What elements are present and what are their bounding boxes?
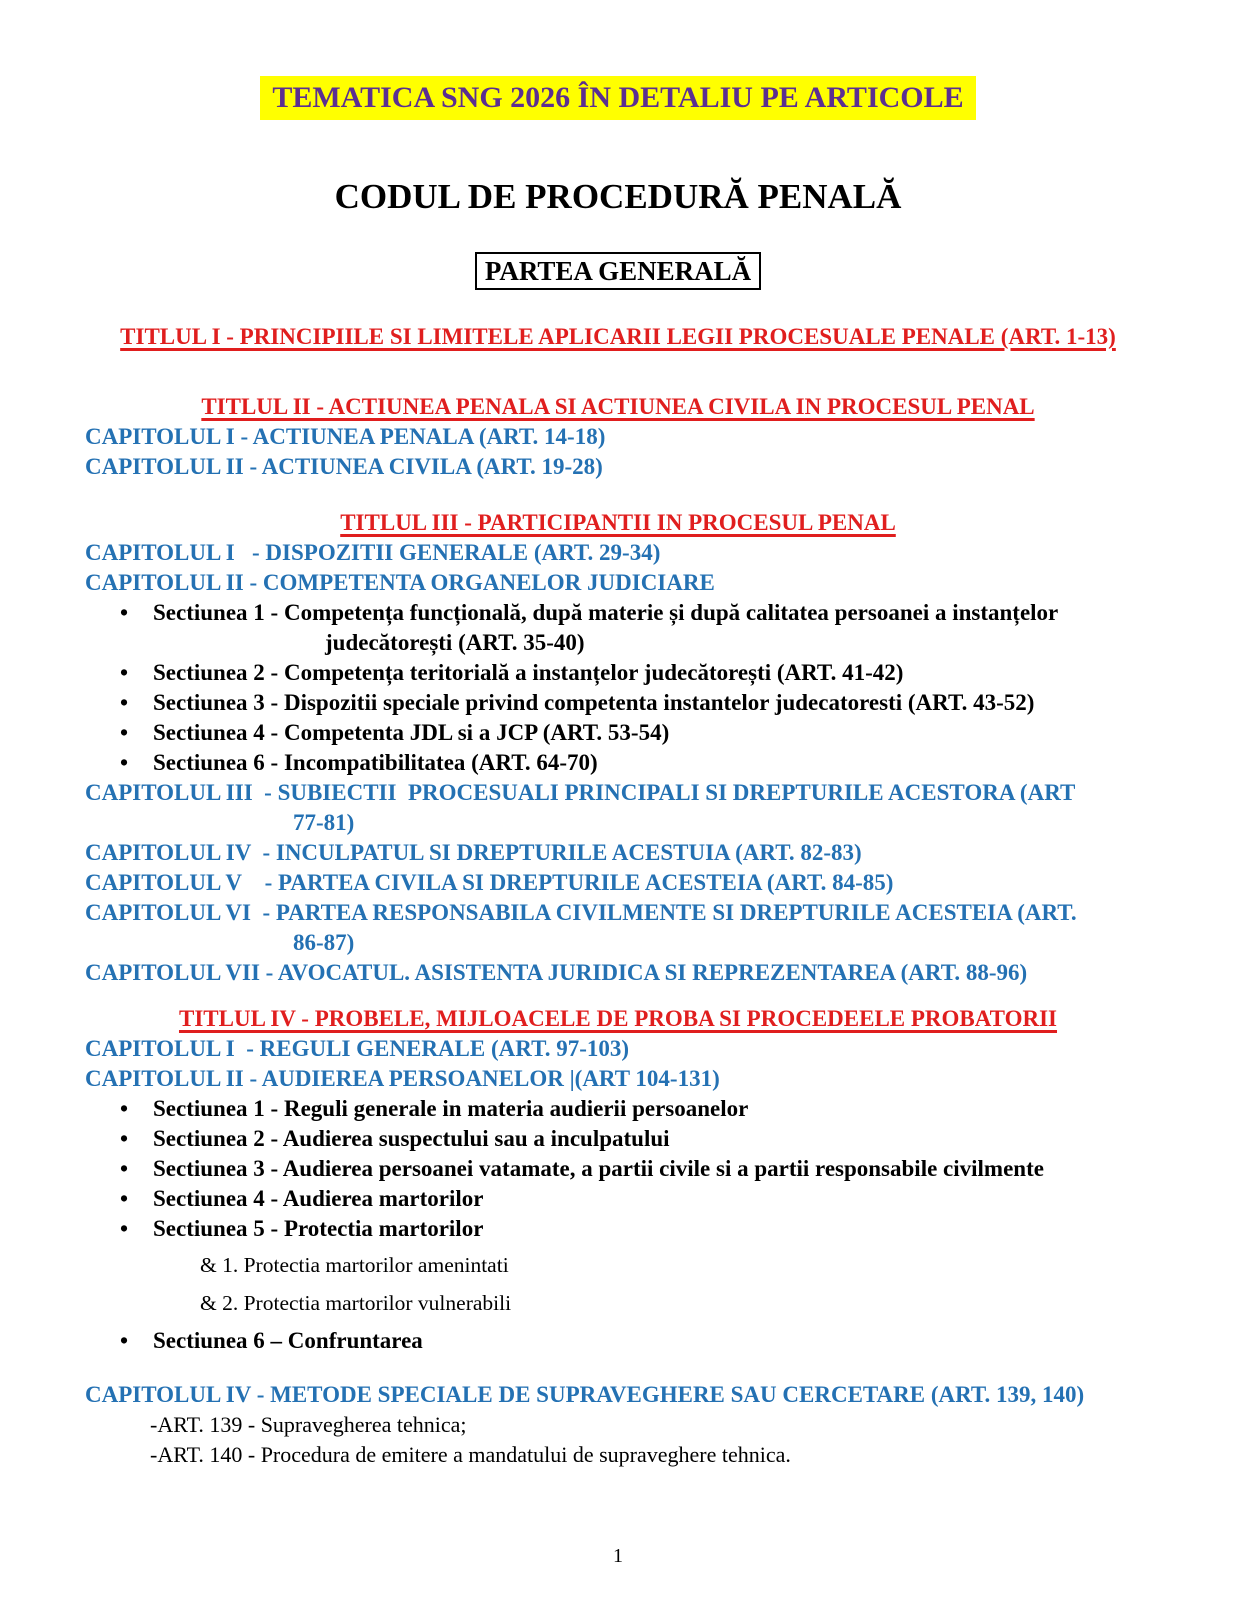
chapter-line: CAPITOLUL III - SUBIECTII PROCESUALI PRINCIPALI SI DREPTURILE ACESTORA (ART (85, 780, 1076, 806)
bullet-icon: • (120, 750, 129, 776)
title-heading-text: TITLUL II - ACTIUNEA PENALA SI ACTIUNEA CIVILA IN PROCESUL PENAL (201, 394, 1035, 420)
bullet-icon: • (120, 600, 129, 626)
title-heading (85, 508, 1151, 538)
section-bullet (85, 718, 1151, 748)
chapter-wrap-line: 86-87) (293, 930, 355, 956)
chapter-wrap-line: 77-81) (293, 810, 355, 836)
section-text: Sectiunea 3 - Audierea persoanei vatamate, a partii civile si a partii responsabile civilmente (153, 1156, 1044, 1182)
section-bullet (85, 748, 1151, 778)
chapter-line: CAPITOLUL I - DISPOZITII GENERALE (ART. 29-34) (85, 540, 661, 566)
article-line: -ART. 140 - Procedura de emitere a mandatului de supraveghere tehnica. (150, 1442, 791, 1468)
bullet-icon: • (120, 1328, 129, 1354)
chapter-line: CAPITOLUL IV - INCULPATUL SI DREPTURILE ACESTUIA (ART. 82-83) (85, 840, 862, 866)
bullet-icon: • (120, 1126, 129, 1152)
bullet-icon: • (120, 1156, 129, 1182)
banner-row (85, 0, 1151, 120)
bullet-icon: • (120, 1216, 129, 1242)
chapter-line: CAPITOLUL IV - METODE SPECIALE DE SUPRAVEGHERE SAU CERCETARE (ART. 139, 140) (85, 1382, 1085, 1408)
chapter-line: CAPITOLUL II - AUDIEREA PERSOANELOR |(ART 104-131) (85, 1066, 720, 1092)
title-heading-text: TITLUL III - PARTICIPANTII IN PROCESUL PENAL (340, 510, 896, 536)
document-title: CODUL DE PROCEDURĂ PENALĂ (334, 176, 902, 216)
title-heading (85, 392, 1151, 422)
chapter-line: CAPITOLUL II - COMPETENTA ORGANELOR JUDICIARE (85, 570, 715, 596)
title-heading (85, 322, 1151, 352)
title-heading-text: TITLUL I - PRINCIPIILE SI LIMITELE APLICARII LEGII PROCESUALE PENALE (ART. 1-13) (120, 324, 1116, 350)
chapter-line: CAPITOLUL I - ACTIUNEA PENALA (ART. 14-18) (85, 424, 606, 450)
chapter-line: CAPITOLUL I - REGULI GENERALE (ART. 97-103) (85, 1036, 630, 1062)
chapter-line: CAPITOLUL VI - PARTEA RESPONSABILA CIVILMENTE SI DREPTURILE ACESTEIA (ART. (85, 900, 1077, 926)
section-bullet (85, 1214, 1151, 1244)
section-text: Sectiunea 5 - Protectia martorilor (153, 1216, 484, 1242)
part-title-row (85, 252, 1151, 290)
bullet-icon: • (120, 690, 129, 716)
section-bullet (85, 1154, 1151, 1184)
article-line: -ART. 139 - Supravegherea tehnica; (150, 1412, 467, 1438)
title-heading (85, 1004, 1151, 1034)
bullet-icon: • (120, 1186, 129, 1212)
section-text: Sectiunea 1 - Reguli generale in materia audierii persoanelor (153, 1096, 749, 1122)
part-title-box: PARTEA GENERALĂ (475, 252, 761, 290)
bullet-icon: • (120, 660, 129, 686)
section-wrap-line: judecătorești (ART. 35-40) (325, 630, 585, 656)
section-bullet (85, 598, 1151, 628)
section-bullet (85, 1326, 1151, 1356)
section-text: Sectiunea 2 - Competența teritorială a instanțelor judecătorești (ART. 41-42) (153, 660, 904, 686)
subsection-line: & 2. Protectia martorilor vulnerabili (200, 1291, 512, 1316)
page-number: 1 (613, 1545, 623, 1567)
subsection-line: & 1. Protectia martorilor amenintati (200, 1253, 509, 1278)
bullet-icon: • (120, 1096, 129, 1122)
chapter-line: CAPITOLUL VII - AVOCATUL. ASISTENTA JURIDICA SI REPREZENTAREA (ART. 88-96) (85, 960, 1028, 986)
section-text: Sectiunea 6 – Confruntarea (153, 1328, 423, 1354)
outline-list (85, 322, 1151, 1470)
section-bullet (85, 1184, 1151, 1214)
section-text: Sectiunea 4 - Audierea martorilor (153, 1186, 484, 1212)
section-text: Sectiunea 3 - Dispozitii speciale privind competenta instantelor judecatoresti (ART. 43-52) (153, 690, 1035, 716)
section-bullet (85, 688, 1151, 718)
section-bullet (85, 658, 1151, 688)
title-heading-text: TITLUL IV - PROBELE, MIJLOACELE DE PROBA SI PROCEDEELE PROBATORII (178, 1006, 1058, 1032)
section-bullet (85, 1094, 1151, 1124)
bullet-icon: • (120, 720, 129, 746)
section-text: Sectiunea 1 - Competența funcțională, după materie și după calitatea persoanei a instanțelor (153, 600, 1059, 626)
section-text: Sectiunea 6 - Incompatibilitatea (ART. 64-70) (153, 750, 598, 776)
section-text: Sectiunea 4 - Competenta JDL si a JCP (ART. 53-54) (153, 720, 670, 746)
highlighted-header-title: TEMATICA SNG 2026 ÎN DETALIU PE ARTICOLE (260, 76, 975, 120)
chapter-line: CAPITOLUL V - PARTEA CIVILA SI DREPTURILE ACESTEIA (ART. 84-85) (85, 870, 894, 896)
section-bullet (85, 1124, 1151, 1154)
section-text: Sectiunea 2 - Audierea suspectului sau a inculpatului (153, 1126, 670, 1152)
chapter-line: CAPITOLUL II - ACTIUNEA CIVILA (ART. 19-28) (85, 454, 603, 480)
